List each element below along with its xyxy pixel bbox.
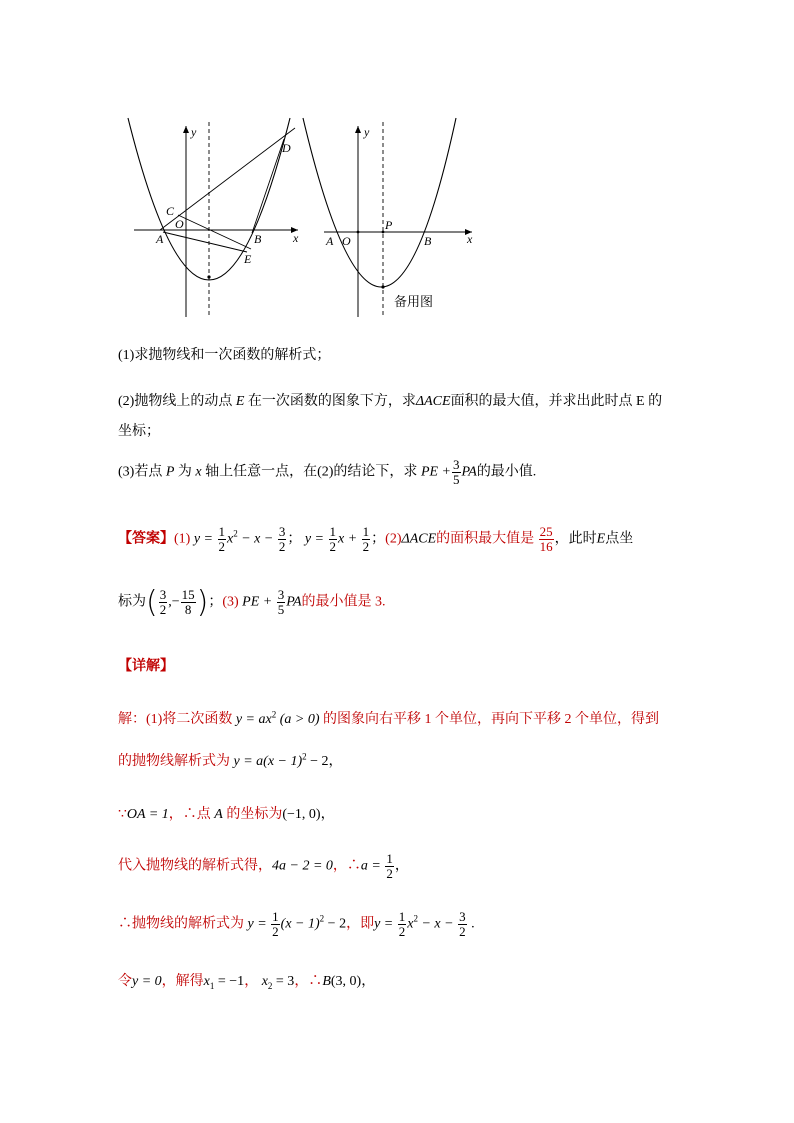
answer-part-3: (3) (222, 594, 239, 610)
main-label-O: O (175, 217, 184, 231)
answer-text-4: 的最小值是 3. (301, 594, 386, 610)
answer-frac-3-num: 1 (329, 524, 336, 539)
sol1-text-b: 的图象向右平移 1 个单位，再向下平移 2 个单位，得到 (322, 712, 659, 727)
spare-vertex-point (381, 285, 384, 288)
answer-frac-2-den: 2 (278, 538, 286, 554)
answer-line-2 (118, 585, 386, 620)
sol1-eq: y = ax (235, 712, 272, 727)
answer-sep-3: ； (208, 594, 223, 610)
sol5-frac-3 (458, 910, 467, 938)
question-3 (118, 458, 536, 486)
sol4-text-a: 代入抛物线的解析式得， (118, 858, 272, 874)
answer-text-2: ，此时 (554, 531, 597, 547)
sol6-sub2: 2 (267, 980, 273, 991)
answer-frac-8-num: 3 (277, 587, 285, 603)
answer-frac-4 (362, 525, 371, 553)
sol2-text-a: 的抛物线解析式为 (118, 754, 230, 769)
answer-triangle: ΔACE (401, 531, 437, 547)
answer-frac-7 (181, 588, 196, 616)
sol6-x1: x (203, 974, 210, 989)
sol3-text-c: ， (320, 807, 335, 822)
segment-AE (163, 232, 247, 252)
sol5-e1: (x − 1) (280, 916, 320, 932)
sol6-text-c: ， (244, 974, 259, 989)
q2-point-E: E (235, 394, 245, 409)
segment-BD (252, 139, 284, 233)
answer-pa: PA (286, 594, 302, 610)
solution-line-5 (118, 910, 475, 938)
sol1-text-a: 解：(1)将二次函数 (118, 712, 233, 727)
sol3-text-a: ，∴点 (168, 807, 211, 822)
main-y-arrow (183, 126, 189, 133)
answer-eq1-x: x (227, 531, 234, 547)
sol5-frac-2-num: 1 (398, 909, 406, 924)
answer-frac-1 (218, 525, 227, 553)
sol5-frac-1-den: 2 (272, 923, 279, 939)
sol3-because: ∵ (118, 807, 127, 822)
q3-text-d: 的最小值. (476, 464, 537, 480)
answer-text-1: 的面积最大值是 (436, 531, 535, 547)
sol4-text-d: ， (394, 858, 409, 874)
answer-frac-5-num: 25 (539, 524, 553, 539)
solution-line-6 (118, 970, 375, 991)
spare-label-B: B (424, 234, 432, 248)
answer-eq1-lhs: y = (193, 531, 213, 547)
answer-sep-2: ； (371, 531, 386, 547)
sol5-e4: − x − (421, 916, 454, 932)
spare-parabola (303, 118, 456, 287)
spare-label-y: y (364, 125, 370, 139)
sol4-frac-num: 1 (386, 851, 393, 866)
solution-line-3 (118, 803, 335, 823)
answer-frac-6 (159, 588, 168, 616)
answer-tag: 【答案】 (118, 531, 174, 547)
answer-eq1-rest: − x − (241, 531, 274, 547)
q2-line-2-text: 坐标； (118, 424, 160, 439)
answer-line-2-text: 标为 (118, 594, 146, 610)
answer-part-1: (1) (174, 531, 191, 547)
q3-pa: PA (461, 464, 477, 480)
sol5-y2: y = (374, 916, 394, 932)
answer-comma: ,− (168, 594, 180, 610)
sol5-frac-3-num: 3 (459, 909, 466, 924)
answer-frac-2 (278, 525, 287, 553)
spare-graph (303, 118, 473, 317)
answer-sep-1: ； (287, 531, 302, 547)
main-label-E: E (244, 252, 252, 266)
spare-point-O (357, 231, 360, 234)
sol1-sq: 2 (271, 709, 277, 720)
q3-x: x (195, 464, 202, 480)
q3-point-P: P (165, 464, 175, 480)
detail-header (118, 655, 174, 675)
answer-frac-7-num: 15 (181, 587, 195, 603)
sol5-frac-2-den: 2 (398, 923, 406, 939)
answer-frac-1-num: 1 (218, 524, 225, 539)
q3-fraction (452, 458, 461, 486)
sol5-e3: x (407, 916, 414, 932)
answer-frac-6-den: 2 (159, 602, 167, 617)
detail-tag: 【详解】 (118, 659, 174, 674)
answer-paren-open: ( (146, 585, 158, 620)
solution-line-1 (118, 708, 659, 728)
sol5-sq2: 2 (413, 913, 418, 924)
sol5-frac-1 (271, 910, 280, 938)
sol2-sq: 2 (302, 751, 307, 762)
main-label-D: D (282, 141, 291, 155)
answer-part-2: (2) (385, 531, 402, 547)
q3-frac-den: 5 (453, 471, 460, 487)
answer-frac-8 (277, 588, 286, 616)
q2-text-b: 在一次函数的图象下方，求 (247, 394, 416, 409)
sol6-sub1: 1 (209, 980, 215, 991)
sol3-eq: OA = 1 (126, 807, 169, 822)
sol6-eq: y = 0 (132, 974, 162, 989)
sol6-text-e: ， (361, 974, 376, 989)
q2-triangle: ΔACE (415, 394, 451, 409)
line-AD (160, 128, 295, 230)
q3-text-c: 轴上任意一点，在(2)的结论下，求 (205, 464, 418, 480)
answer-eq2-lhs: y = (304, 531, 324, 547)
answer-frac-3 (329, 525, 338, 553)
sol6-coord: (3, 0) (330, 974, 362, 989)
q2-text-a: (2)抛物线上的动点 (118, 394, 233, 409)
sol5-e2: − 2 (327, 916, 347, 932)
parabola-figure (120, 112, 480, 322)
answer-point-E: E (596, 531, 606, 547)
sol3-text-b: 的坐标为 (226, 807, 283, 822)
spare-caption: 备用图 (394, 295, 434, 310)
answer-paren-close: ) (196, 585, 209, 620)
sol4-text-b: ，∴ (332, 858, 361, 874)
sol6-point-B: B (322, 974, 331, 989)
solution-line-2 (118, 750, 343, 770)
q3-text-b: 为 (177, 464, 192, 480)
sol5-frac-1-num: 1 (272, 909, 279, 924)
sol2-eq: y = a(x − 1) (233, 754, 303, 769)
sol5-dot: . (471, 916, 475, 932)
question-1-text: (1)求抛物线和一次函数的解析式； (118, 348, 331, 363)
sol5-text-a: ∴抛物线的解析式为 (118, 916, 244, 932)
sol5-text-b: ，即 (346, 916, 375, 932)
sol6-text-b: ，解得 (161, 974, 204, 989)
answer-frac-1-den: 2 (218, 538, 225, 554)
sol4-eq: 4a − 2 = 0 (272, 858, 333, 874)
answer-frac-5 (539, 525, 554, 553)
sol3-point-A: A (214, 807, 223, 822)
sol2-text-b: − 2， (310, 754, 343, 769)
q3-frac-num: 3 (453, 457, 460, 472)
sol4-frac-den: 2 (386, 865, 393, 881)
sol1-cond: (a > 0) (279, 712, 320, 727)
answer-pe: PE + (242, 594, 273, 610)
main-label-y: y (191, 125, 197, 139)
answer-frac-2-num: 3 (278, 524, 286, 539)
question-2 (118, 390, 662, 410)
answer-frac-7-den: 8 (184, 602, 192, 617)
answer-frac-3-den: 2 (329, 538, 336, 554)
answer-frac-4-den: 2 (362, 538, 370, 554)
answer-frac-6-num: 3 (159, 587, 167, 603)
answer-eq2-x: x + (338, 531, 358, 547)
q3-pe: PE + (420, 464, 451, 480)
question-1 (118, 344, 330, 364)
answer-frac-4-num: 1 (362, 524, 370, 539)
spare-label-A: A (326, 234, 334, 248)
answer-frac-5-den: 16 (539, 538, 553, 554)
sol4-a-eq: a = (360, 858, 381, 874)
main-vertex-point (207, 275, 210, 278)
main-label-B: B (254, 232, 262, 246)
sol5-frac-2 (398, 910, 407, 938)
spare-point-P (382, 231, 385, 234)
answer-text-3: 点坐 (605, 531, 634, 547)
q2-text-c: 面积的最大值，并求出此时点 E 的 (450, 394, 663, 409)
sol6-text-a: 令 (118, 974, 132, 989)
sol3-coord: (−1, 0) (282, 807, 321, 822)
sol6-text-d: ，∴ (294, 974, 323, 989)
spare-label-O: O (342, 234, 351, 248)
main-graph (128, 118, 299, 317)
spare-label-x: x (467, 232, 473, 246)
main-label-C: C (166, 204, 175, 218)
spare-y-arrow (355, 126, 361, 133)
spare-label-P: P (385, 218, 393, 232)
sol5-sq: 2 (319, 913, 325, 924)
answer-frac-8-den: 5 (277, 602, 285, 617)
question-2-line-2 (118, 420, 160, 440)
main-label-A: A (156, 232, 164, 246)
answer-line-1 (118, 525, 633, 553)
sol6-v1: = −1 (217, 974, 245, 989)
sol5-y: y = (247, 916, 267, 932)
solution-line-4 (118, 852, 409, 880)
q3-text-a: (3)若点 (118, 464, 163, 480)
sol6-x2: x (261, 974, 268, 989)
main-label-x: x (293, 231, 299, 245)
sol6-v2: = 3 (275, 974, 295, 989)
answer-eq1-sq: 2 (233, 528, 238, 539)
sol5-frac-3-den: 2 (459, 923, 466, 939)
sol4-fraction (385, 852, 394, 880)
